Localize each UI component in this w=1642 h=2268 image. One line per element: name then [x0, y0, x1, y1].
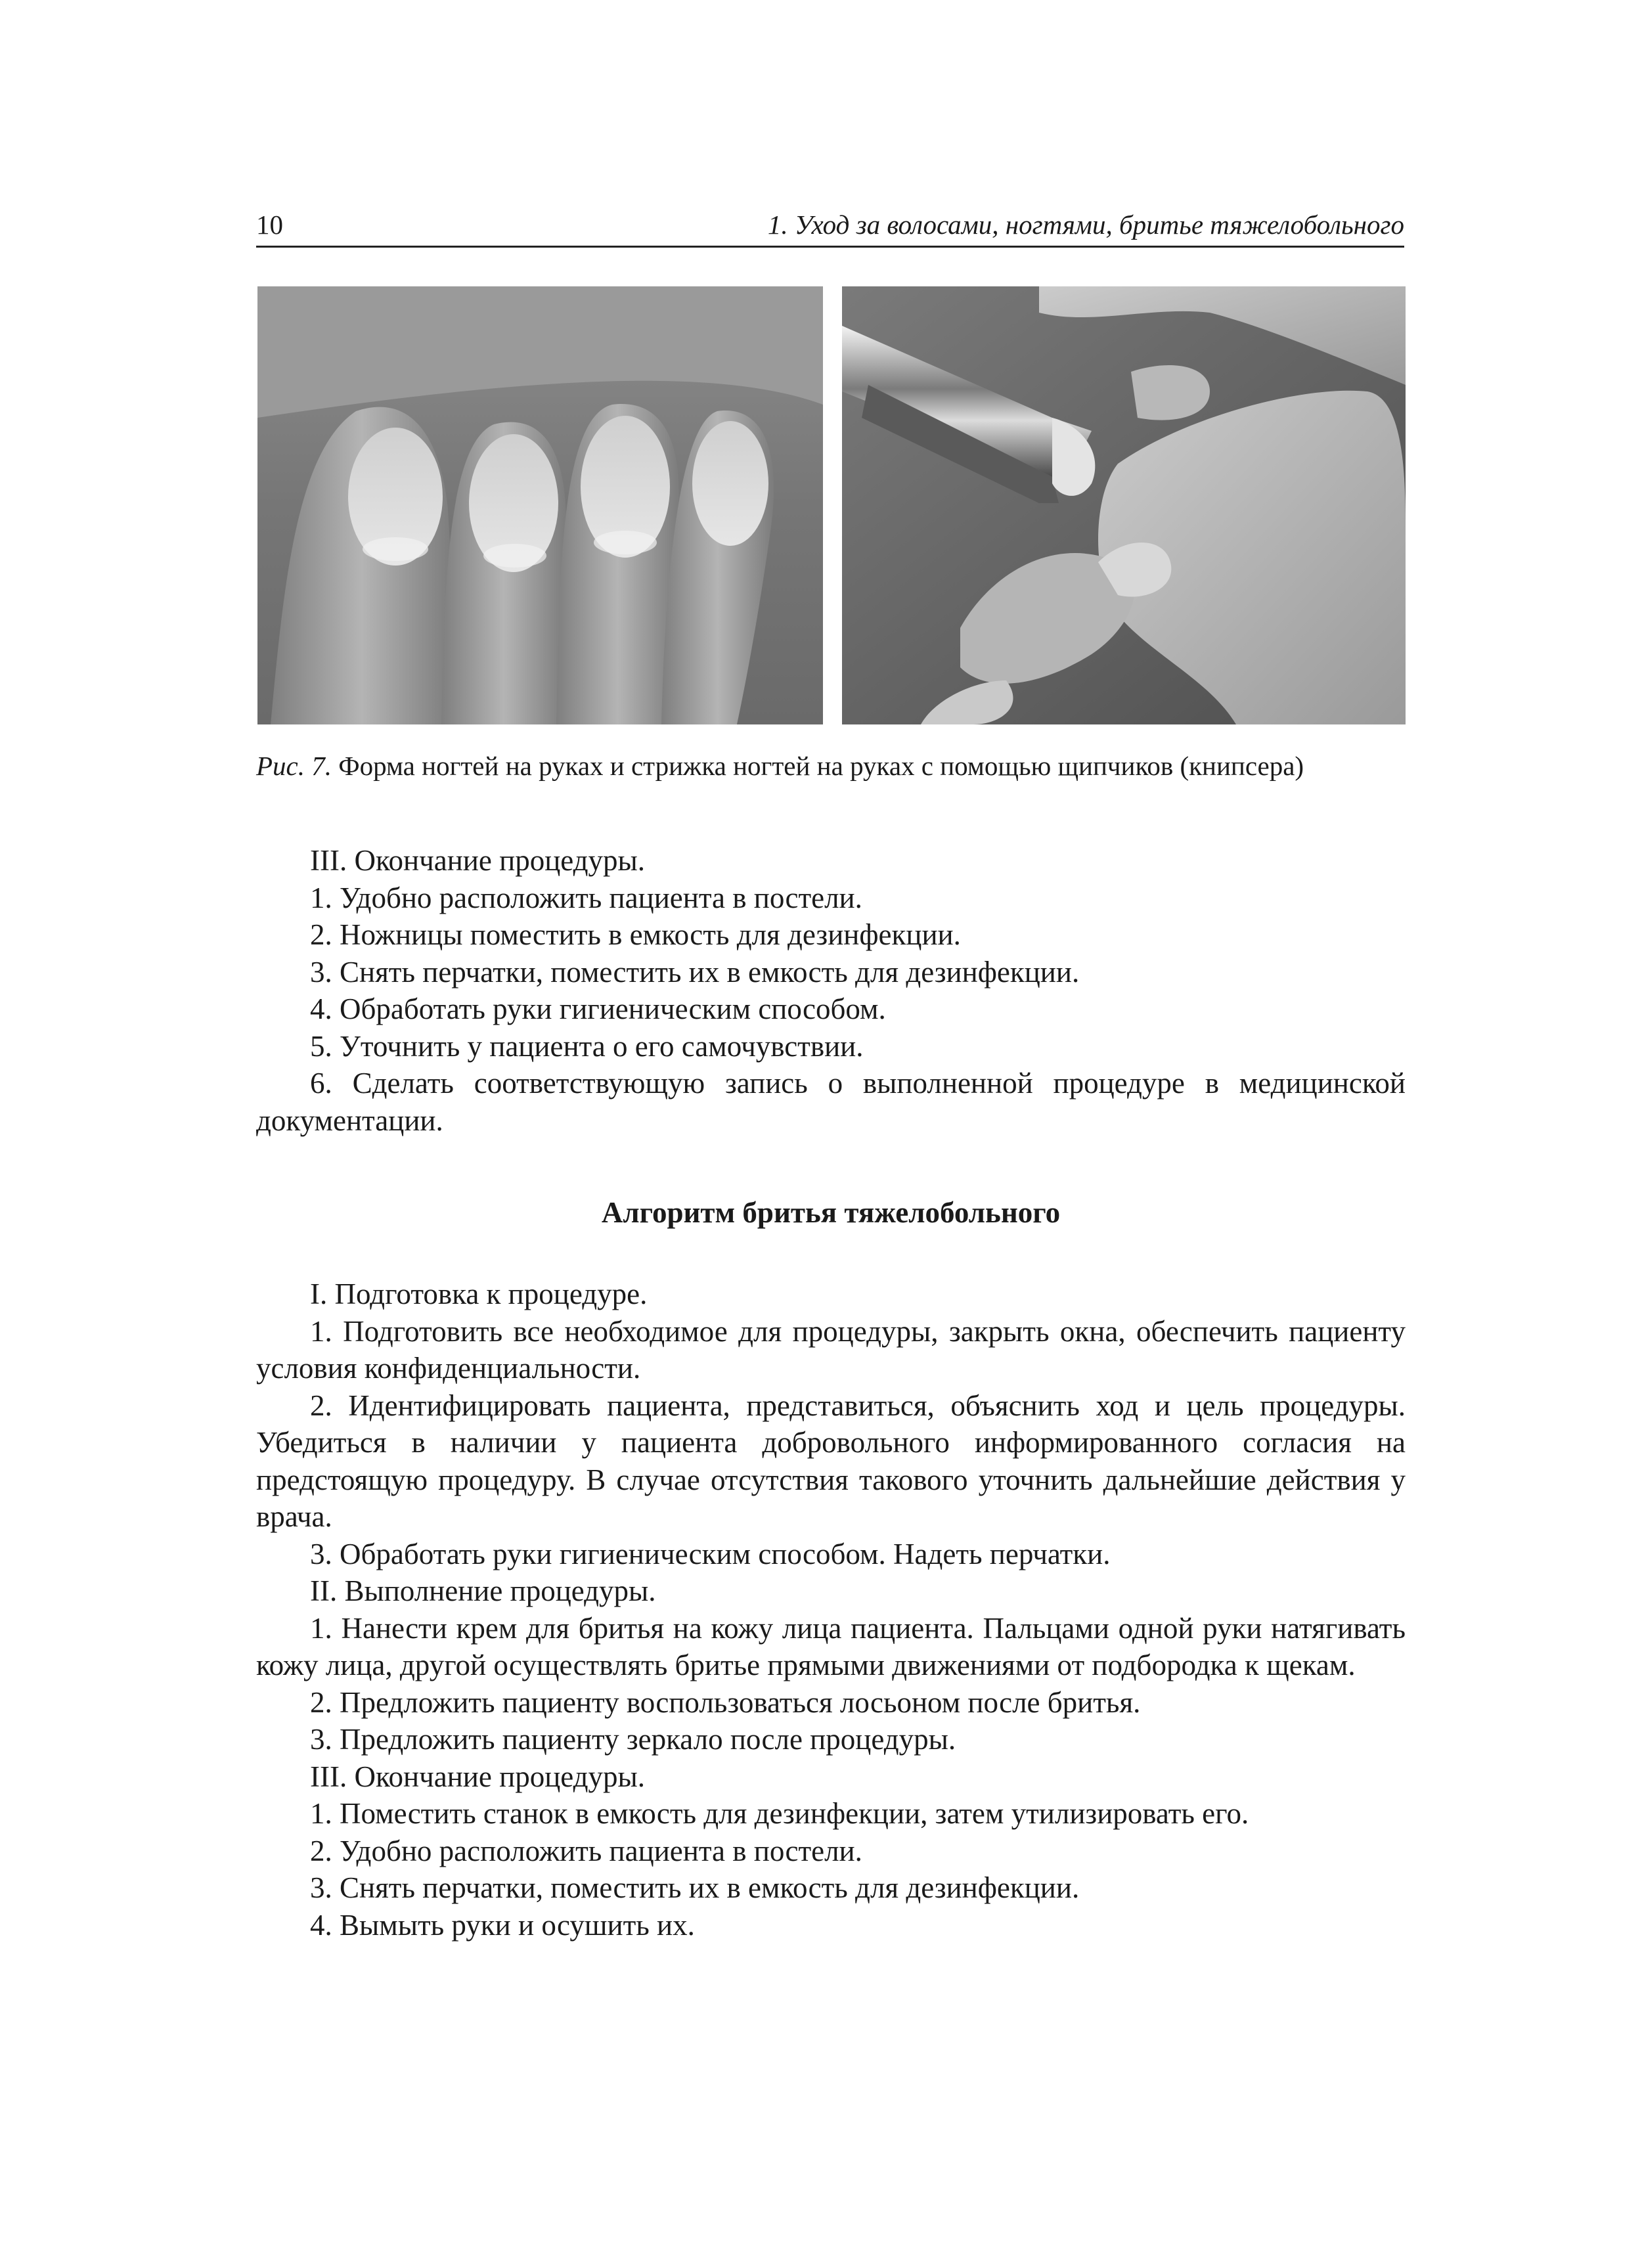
paragraph: 2. Ножницы поместить в емкость для дезинфекции. — [310, 918, 961, 951]
paragraph: II. Выполнение процедуры. — [310, 1574, 656, 1607]
paragraph: 1. Нанести крем для бритья на кожу лица пациента. Пальцами одной руки натягивать кожу лица, другой осуществлять бритье прямыми движениями от подбородка к щекам. — [256, 1611, 1406, 1681]
paragraph: 6. Сделать соответствующую запись о выполненной процедуре в медицинской документации. — [256, 1067, 1406, 1137]
paragraph: 4. Вымыть руки и осушить их. — [310, 1908, 695, 1942]
paragraph: 2. Идентифицировать пациента, представиться, объяснить ход и цель процедуры. Убедиться в наличии у пациента добровольного информированного согласия на предстоящую процедуру. В случае отсутствия такового уточнить дальнейшие действия у врача. — [256, 1389, 1406, 1533]
paragraph: III. Окончание процедуры. — [310, 844, 646, 877]
nail-clipper-photo — [842, 286, 1406, 724]
paragraph: 1. Подготовить все необходимое для процедуры, закрыть окна, обеспечить пациенту условия конфиденциальности. — [256, 1314, 1406, 1385]
paragraph: 1. Поместить станок в емкость для дезинфекции, затем утилизировать его. — [310, 1797, 1249, 1830]
paragraph: 3. Снять перчатки, поместить их в емкость для дезинфекции. — [310, 955, 1080, 989]
figure-caption — [256, 750, 1406, 782]
shaving-algorithm-block — [256, 1276, 1406, 1944]
paragraph: 4. Обработать руки гигиеническим способом. — [310, 992, 886, 1025]
paragraph: III. Окончание процедуры. — [310, 1760, 646, 1793]
procedure-ending-block — [256, 842, 1406, 1139]
paragraph: I. Подготовка к процедуре. — [310, 1278, 648, 1310]
section-heading: Алгоритм бритья тяжелобольного — [601, 1196, 1061, 1229]
paragraph: 2. Удобно расположить пациента в постели. — [310, 1834, 862, 1867]
page-number: 10 — [256, 210, 283, 240]
paragraph: 3. Предложить пациенту зеркало после процедуры. — [310, 1723, 956, 1756]
running-header — [256, 209, 1404, 248]
paragraph: 2. Предложить пациенту воспользоваться лосьоном после бритья. — [310, 1685, 1141, 1719]
fingernails-photo — [257, 286, 823, 724]
figure-caption-text: Форма ногтей на руках и стрижка ногтей на руках с помощью щипчиков (книпсера) — [332, 751, 1304, 781]
paragraph: 5. Уточнить у пациента о его самочувствии. — [310, 1029, 864, 1063]
paragraph: 3. Снять перчатки, поместить их в емкость для дезинфекции. — [310, 1871, 1080, 1904]
paragraph: 1. Удобно расположить пациента в постели. — [310, 881, 862, 914]
paragraph: 3. Обработать руки гигиеническим способом. Надеть перчатки. — [310, 1537, 1111, 1570]
figure-label: Рис. 7. — [256, 751, 332, 781]
running-title: 1. Уход за волосами, ногтями, бритье тяжелобольного — [767, 210, 1404, 240]
